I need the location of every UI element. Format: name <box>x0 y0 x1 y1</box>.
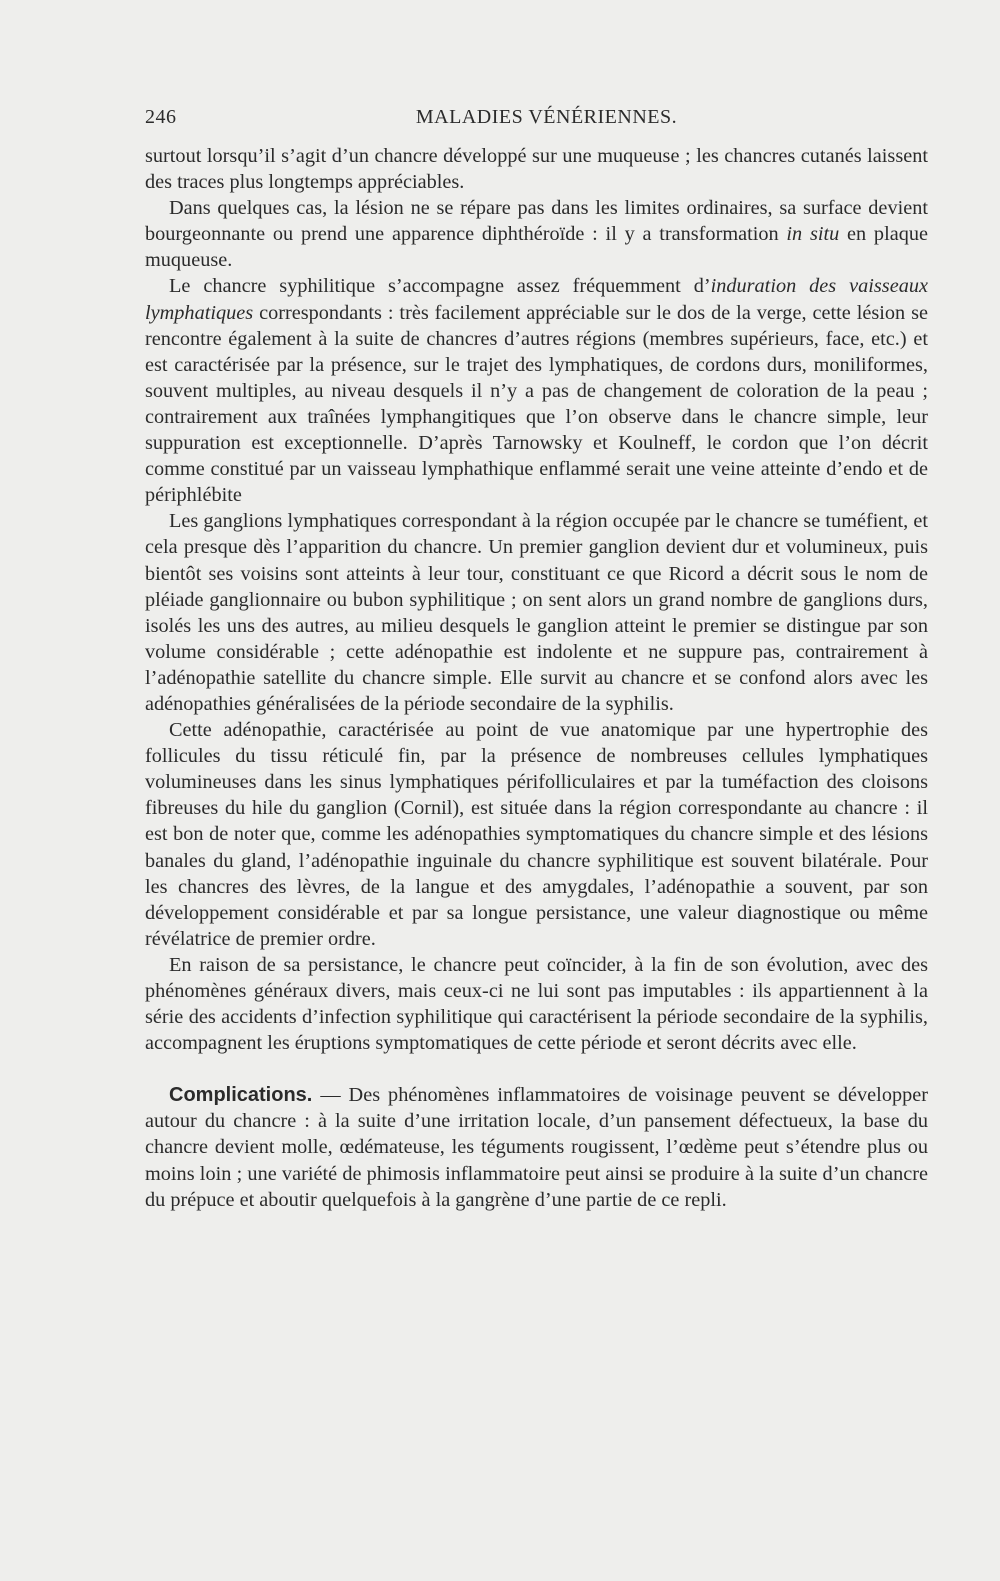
section-heading-complications: Complications. <box>169 1084 313 1107</box>
paragraph-6: En raison de sa persistance, le chancre peut coïncider, à la fin de son évolution, avec des phénomènes généraux divers, mais ceux-ci ne lui sont pas imputables : ils appartiennent à la série des accidents d’infection syphilitique qui caractérisent la période secondaire de la syphilis, accompagnent les éruptions symptomatiques de cette période et seront décrits avec elle. <box>145 953 928 1055</box>
p2-italic: in situ <box>786 223 840 246</box>
page-number: 246 <box>145 106 177 128</box>
p3-text-b: correspondants : très facilement appréciable sur le dos de la verge, cette lésion se rencontre également à la suite de chancres d’autres régions (membres supérieurs, face, etc.) et est caractérisée par la présence, sur le trajet des lymphatiques, de cordons durs, moniliformes, souvent multiples, au niveau desquels il n’y a pas de changement de coloration de la peau ; contrairement aux traînées lymphangitiques que l’on observe dans le chancre simple, leur suppuration est exceptionnelle. D’après Tarnowsky et Koulneff, le cordon que l’on décrit comme constitué par un vaisseau lymphathique enflammé serait une veine atteinte d’endo et de périphlébite <box>145 301 928 507</box>
p3-italic: induration des vaisseaux lymphatiques <box>145 275 928 324</box>
complications-text: — Des phénomènes inflammatoires de voisinage peuvent se développer autour du chancre : à la suite d’une irritation locale, d’un pansement défectueux, la base du chancre devient molle, œdémateuse, les téguments rougissent, l’œdème peut s’étendre plus ou moins loin ; une variété de phimosis inflammatoire peut ainsi se produire à la suite d’un chancre du prépuce et aboutir quelquefois à la gangrène d’une partie de ce repli. <box>145 1084 928 1211</box>
page-header <box>145 106 928 134</box>
p3-text-a: Le chancre syphilitique s’accompagne assez fréquemment d’ <box>169 275 711 298</box>
p2-text-b: en plaque muqueuse. <box>145 223 928 272</box>
page-body <box>145 143 928 1213</box>
paragraph-1: surtout lorsqu’il s’agit d’un chancre développé sur une muqueuse ; les chancres cutanés laissent des traces plus longtemps appréciables. <box>145 145 928 194</box>
running-title: MALADIES VÉNÉRIENNES. <box>415 106 678 128</box>
p2-text-a: Dans quelques cas, la lésion ne se répare pas dans les limites ordinaires, sa surface devient bourgeonnante ou prend une apparence diphthéroïde : il y a transformation <box>145 197 928 246</box>
paragraph-4: Les ganglions lymphatiques correspondant à la région occupée par le chancre se tuméfient, et cela presque dès l’apparition du chancre. Un premier ganglion devient dur et volumineux, puis bientôt ses voisins sont atteints à leur tour, constituant ce que Ricord a décrit sous le nom de pléiade ganglionnaire ou bubon syphilitique ; on sent alors un grand nombre de ganglions durs, isolés les uns des autres, au milieu desquels le ganglion atteint le premier se distingue par son volume considérable ; cette adénopathie est indolente et ne suppure pas, contrairement à l’adénopathie satellite du chancre simple. Elle survit au chancre et se confond alors avec les adénopathies généralisées de la période secondaire de la syphilis. <box>145 510 928 715</box>
paragraph-2 <box>145 195 928 273</box>
paragraph-3 <box>145 273 928 508</box>
paragraph-5: Cette adénopathie, caractérisée au point de vue anatomique par une hypertrophie des follicules du tissu réticulé fin, par la présence de nombreuses cellules lymphatiques volumineuses dans les sinus lymphatiques périfolliculaires et par la tuméfaction des cloisons fibreuses du hile du ganglion (Cornil), est située dans la région correspondante au chancre : il est bon de noter que, comme les adénopathies symptomatiques du chancre simple et des lésions banales du gland, l’adénopathie inguinale du chancre syphilitique est souvent bilatérale. Pour les chancres des lèvres, de la langue et des amygdales, l’adénopathie a souvent, par son développement considérable et par sa longue persistance, une valeur diagnostique ou même révélatrice de premier ordre. <box>145 719 928 950</box>
paragraph-complications <box>145 1082 928 1212</box>
